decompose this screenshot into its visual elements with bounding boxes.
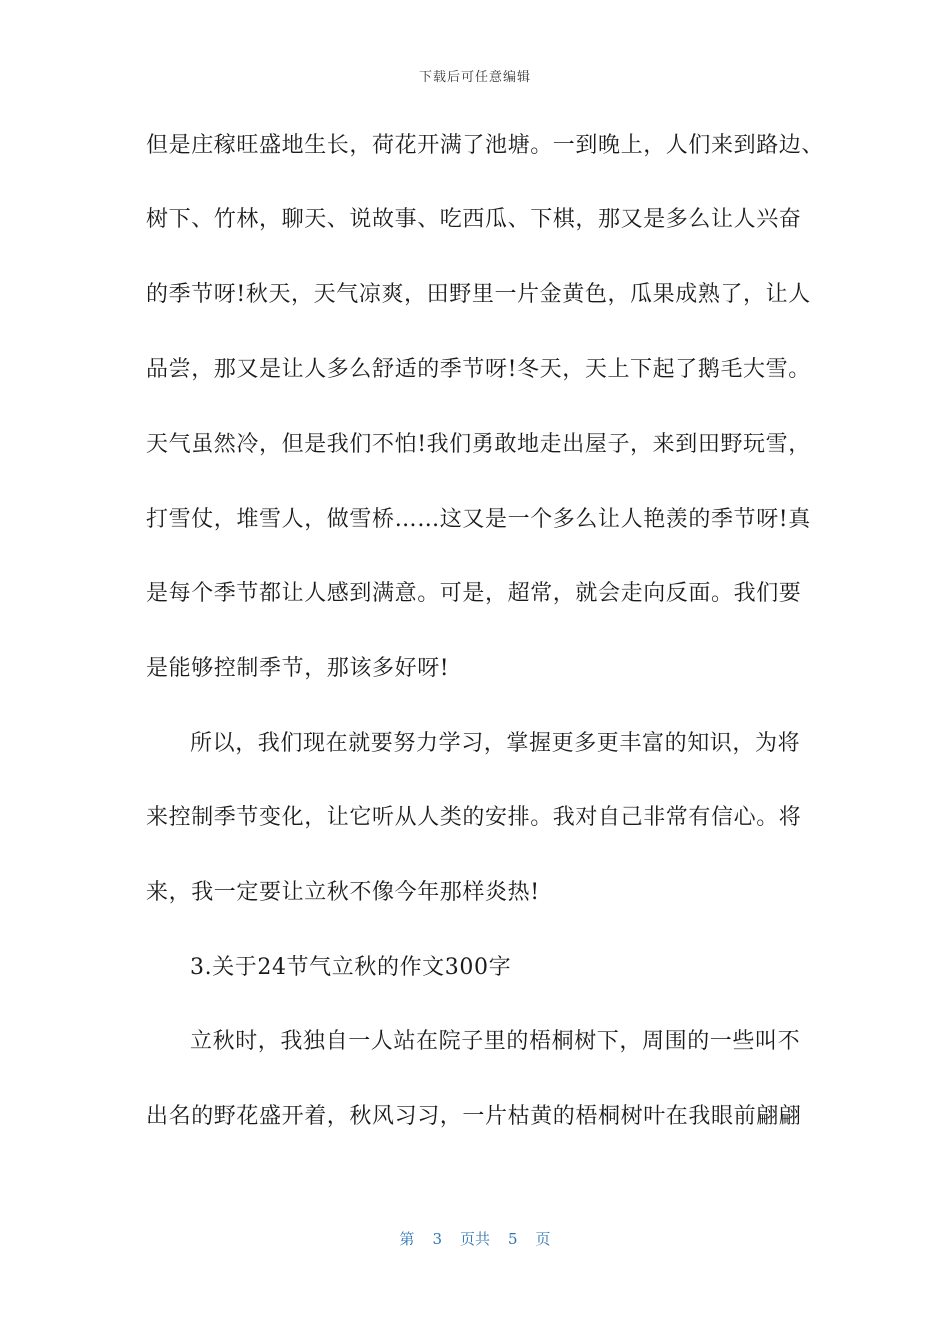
current-page-number: 3 [432,1230,442,1248]
page-label-mid: 页共 [459,1230,490,1248]
text-line: 品尝，那又是让人多么舒适的季节呀!冬天，天上下起了鹅毛大雪。 [146,357,811,382]
text-line: 打雪仗，堆雪人，做雪桥……这又是一个多么让人艳羡的季节呀!真 [146,507,811,532]
page-label-prefix: 第 [399,1230,415,1248]
text-line: 的季节呀!秋天，天气凉爽，田野里一片金黄色，瓜果成熟了，让人 [146,282,811,307]
text-line: 是能够控制季节，那该多好呀! [146,656,450,681]
page-label-suffix: 页 [535,1230,551,1248]
text-line: 来控制季节变化，让它听从人类的安排。我对自己非常有信心。将 [146,805,802,830]
text-line: 来，我一定要让立秋不像今年那样炎热! [146,880,540,905]
text-line: 树下、竹林，聊天、说故事、吃西瓜、下棋，那又是多么让人兴奋 [146,207,802,232]
section-heading: 3.关于24节气立秋的作文300字 [190,955,512,980]
text-line: 立秋时，我独自一人站在院子里的梧桐树下，周围的一些叫不 [190,1029,801,1054]
text-line: 天气虽然冷，但是我们不怕!我们勇敢地走出屋子，来到田野玩雪， [146,432,811,457]
total-pages-number: 5 [508,1230,518,1248]
page-footer [0,1228,950,1249]
text-line: 出名的野花盛开着，秋风习习，一片枯黄的梧桐树叶在我眼前翩翩 [146,1104,802,1129]
text-line: 是每个季节都让人感到满意。可是，超常，就会走向反面。我们要 [146,581,802,606]
text-line: 所以，我们现在就要努力学习，掌握更多更丰富的知识，为将 [190,731,801,756]
page-header: 下载后可任意编辑 [418,70,531,85]
text-line: 但是庄稼旺盛地生长，荷花开满了池塘。一到晚上，人们来到路边、 [146,133,825,158]
